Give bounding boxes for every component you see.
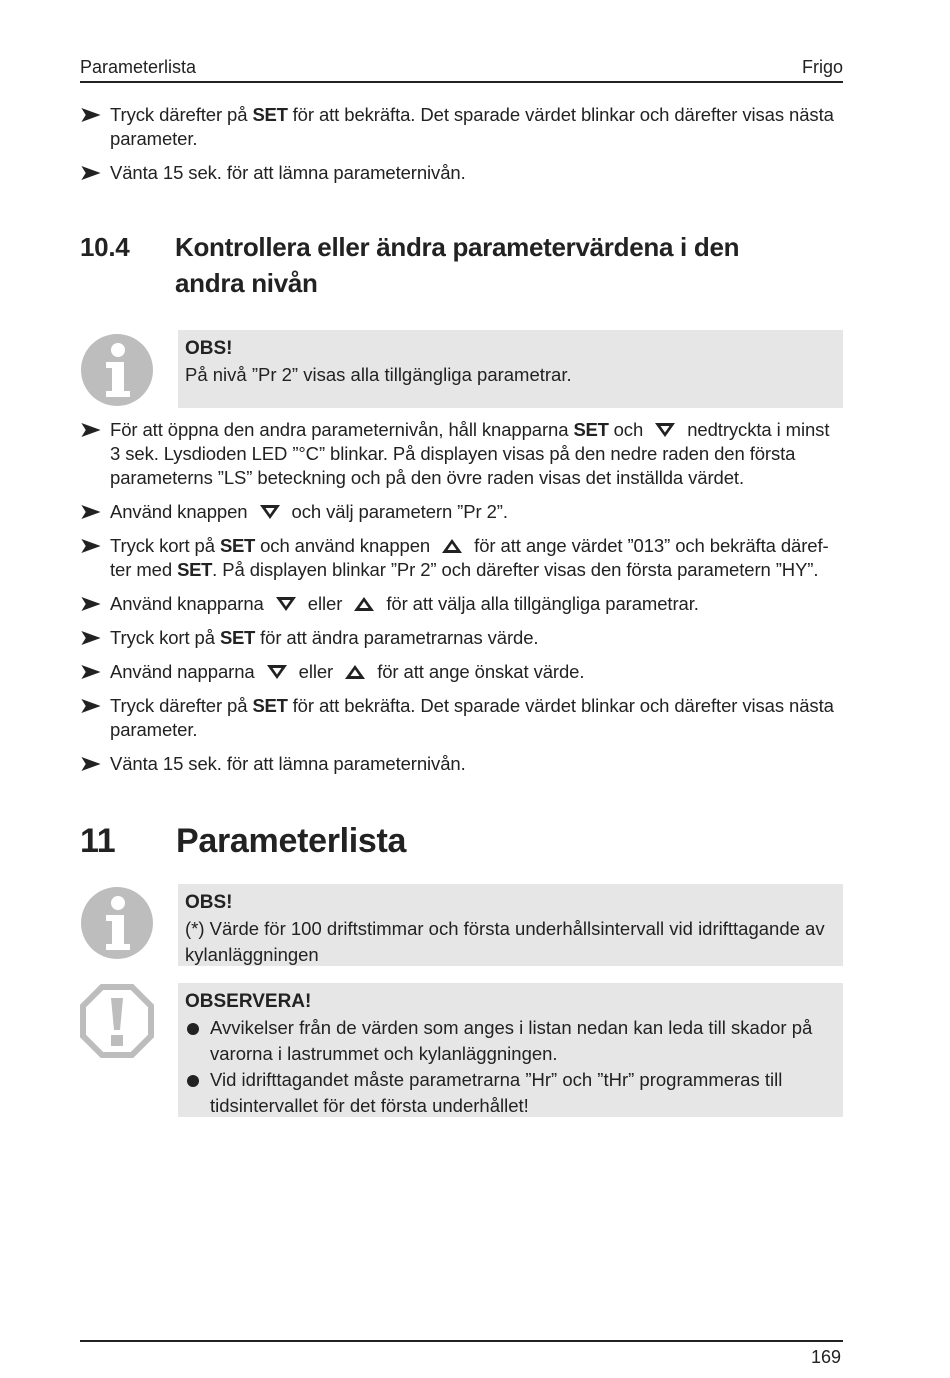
bullet-dot-icon	[187, 1075, 199, 1087]
section-number: 10.4	[80, 232, 130, 262]
set-key-label: SET	[252, 695, 288, 716]
warning-item-text: Vid idrifttagandet måste parametrarna ”Hr” och ”tHr” programmeras till tidsintervallet för det första underhållet!	[210, 1069, 783, 1116]
step-list-top	[80, 103, 843, 195]
warning-box	[178, 983, 843, 1117]
section-title: Kontrollera eller ändra parametervärdena i den andra nivån	[175, 232, 740, 298]
note-title: OBS!	[185, 892, 233, 913]
note-text: På nivå ”Pr 2” visas alla tillgängliga parametrar.	[185, 364, 572, 385]
info-note	[178, 330, 843, 408]
arrow-bullet-icon	[80, 423, 102, 437]
note-title: OBS!	[185, 338, 233, 359]
step-item: Använd knapparna eller för att välja alla tillgängliga parametrar.	[80, 592, 843, 616]
page-footer	[80, 1340, 843, 1367]
down-triangle-icon	[654, 422, 676, 438]
step-item: Använd knappen och välj parametern ”Pr 2”.	[80, 500, 843, 524]
arrow-bullet-icon	[80, 631, 102, 645]
arrow-bullet-icon	[80, 108, 102, 122]
arrow-bullet-icon	[80, 166, 102, 180]
warning-list	[185, 1015, 836, 1119]
page-header	[80, 55, 843, 83]
set-key-label: SET	[219, 627, 256, 648]
set-key-label: SET	[252, 104, 288, 125]
note-text: (*) Värde för 100 driftstimmar och första underhållsintervall vid idrifttagande av kylanläggningen	[185, 918, 825, 965]
warning-item	[185, 1067, 836, 1119]
up-triangle-icon	[353, 596, 375, 612]
bullet-dot-icon	[187, 1023, 199, 1035]
chapter-number: 11	[80, 822, 116, 860]
up-triangle-icon	[344, 664, 366, 680]
warning-item	[185, 1015, 836, 1067]
step-item: För att öppna den andra parameternivån, håll knapparna SET och nedtryckta i minst 3 sek. Lysdioden LED ”°C” blinkar. På displayen visas på den nedre raden den första parameterns ”LS” beteckning och på den övre raden visas det inställda värdet.	[80, 418, 843, 490]
set-key-label: SET	[573, 419, 609, 440]
down-triangle-icon	[259, 504, 281, 520]
set-key-label: SET	[219, 535, 256, 556]
arrow-bullet-icon	[80, 539, 102, 553]
step-item: Använd napparna eller för att ange önskat värde.	[80, 660, 843, 684]
header-section-title: Parameterlista	[80, 57, 197, 77]
header-product-name: Frigo	[801, 57, 843, 77]
arrow-bullet-icon	[80, 597, 102, 611]
info-note-parameters	[178, 884, 843, 966]
step-item: Tryck kort på SET för att ändra parametrarnas värde.	[80, 626, 843, 650]
down-triangle-icon	[275, 596, 297, 612]
warning-item-text: Avvikelser från de värden som anges i listan nedan kan leda till skador på varorna i lastrummet och kylanläggningen.	[210, 1017, 813, 1064]
step-item: Vänta 15 sek. för att lämna parameternivån.	[80, 161, 843, 185]
step-list-main	[80, 418, 843, 786]
down-triangle-icon	[266, 664, 288, 680]
step-item: Tryck därefter på SET för att bekräfta. Det sparade värdet blinkar och därefter visas nästa parameter.	[80, 694, 843, 742]
up-triangle-icon	[441, 538, 463, 554]
step-item: Tryck därefter på SET för att bekräfta. Det sparade värdet blinkar och därefter visas nästa parameter.	[80, 103, 843, 151]
arrow-bullet-icon	[80, 699, 102, 713]
page-number: 169	[810, 1347, 841, 1367]
warning-octagon-icon	[80, 984, 154, 1058]
arrow-bullet-icon	[80, 665, 102, 679]
info-icon	[80, 886, 154, 960]
step-item: Tryck kort på SET och använd knappen för att ange värdet ”013” och bekräfta däref-ter med SET. På displayen blinkar ”Pr 2” och därefter visas den första parametern ”HY”.	[80, 534, 843, 582]
set-key-label: SET	[177, 559, 213, 580]
manual-page	[80, 0, 843, 1378]
info-icon	[80, 333, 154, 407]
chapter-title: Parameterlista	[176, 822, 407, 860]
warning-title: OBSERVERA!	[185, 991, 312, 1012]
step-item: Vänta 15 sek. för att lämna parameternivån.	[80, 752, 843, 776]
arrow-bullet-icon	[80, 757, 102, 771]
arrow-bullet-icon	[80, 505, 102, 519]
